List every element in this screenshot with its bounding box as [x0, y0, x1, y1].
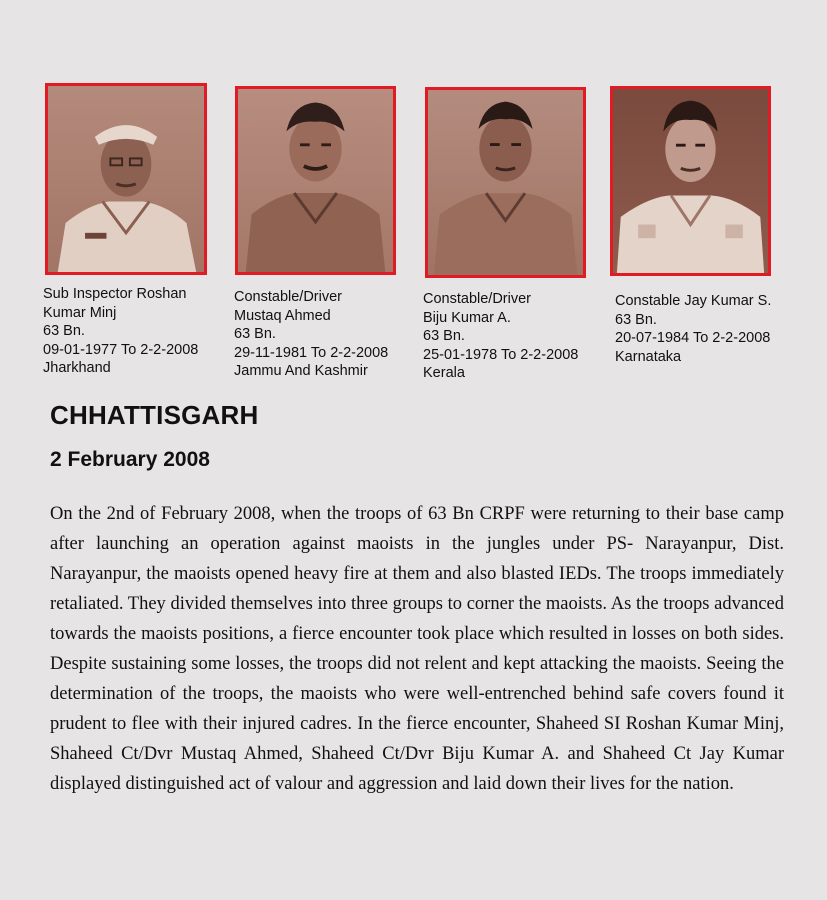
caption-dates: 29-11-1981 To 2-2-2008	[234, 344, 389, 361]
soldier-portrait-icon	[238, 89, 393, 272]
soldier-portrait-icon	[48, 86, 204, 272]
caption-name-line1: Sub Inspector Roshan	[43, 286, 187, 302]
caption-state: Jharkhand	[43, 360, 111, 376]
caption-state: Jammu And Kashmir	[234, 363, 368, 379]
photo-biju-kumar	[425, 87, 586, 278]
caption-dates: 09-01-1977 To 2-2-2008	[43, 341, 199, 358]
page-title: CHHATTISGARH	[50, 400, 259, 430]
caption-battalion: 63 Bn.	[615, 311, 657, 328]
caption-dates: 25-01-1978 To 2-2-2008	[423, 346, 579, 363]
caption-biju-kumar	[423, 290, 578, 383]
caption-name-line1: Constable Jay Kumar S.	[615, 293, 772, 309]
caption-dates: 20-07-1984 To 2-2-2008	[615, 330, 771, 346]
caption-battalion: 63 Bn.	[234, 326, 276, 342]
photo-mustaq-ahmed	[235, 86, 396, 275]
photo-roshan-kumar-minj	[45, 83, 207, 275]
caption-battalion: 63 Bn.	[423, 328, 465, 344]
caption-name-line1: Constable/Driver	[234, 289, 342, 305]
caption-battalion: 63 Bn.	[43, 323, 85, 339]
event-description: On the 2nd of February 2008, when the troops of 63 Bn CRPF were returning to their base camp after launching an operation against maoists in the jungles under PS- Narayanpur, Dist. Narayanpur, the maoists opened heavy fire at them and also blasted IEDs. The troops immediately retaliated. They divided themselves into three groups to corner the maoists. As the troops advanced towards the maoists positions, a fierce encounter took place which resulted in losses on both sides. Despite sustaining some losses, the troops did not relent and kept attacking the maoists. Seeing the determination of the troops, the maoists who were well-entrenched behind safe covers found it prudent to flee with their injured cadres. In the fierce encounter, Shaheed SI Roshan Kumar Minj, Shaheed Ct/Dvr Mustaq Ahmed, Shaheed Ct/Dvr Biju Kumar A. and Shaheed Ct Jay Kumar displayed distinguished act of valour and aggression and laid down their lives for the nation.	[50, 504, 784, 794]
caption-state: Kerala	[423, 365, 465, 381]
photo-jay-kumar	[610, 86, 771, 276]
caption-roshan-kumar-minj	[43, 285, 198, 378]
event-date: 2 February 2008	[50, 448, 210, 471]
soldier-portrait-icon	[613, 89, 768, 273]
caption-state: Karnataka	[615, 348, 682, 365]
caption-jay-kumar	[615, 292, 771, 366]
caption-mustaq-ahmed	[234, 288, 388, 381]
soldier-portrait-icon	[428, 90, 583, 275]
caption-name-line2: Mustaq Ahmed	[234, 307, 331, 324]
caption-name-line1: Constable/Driver	[423, 291, 531, 307]
caption-name-line2: Biju Kumar A.	[423, 309, 511, 326]
caption-name-line2: Kumar Minj	[43, 304, 117, 321]
